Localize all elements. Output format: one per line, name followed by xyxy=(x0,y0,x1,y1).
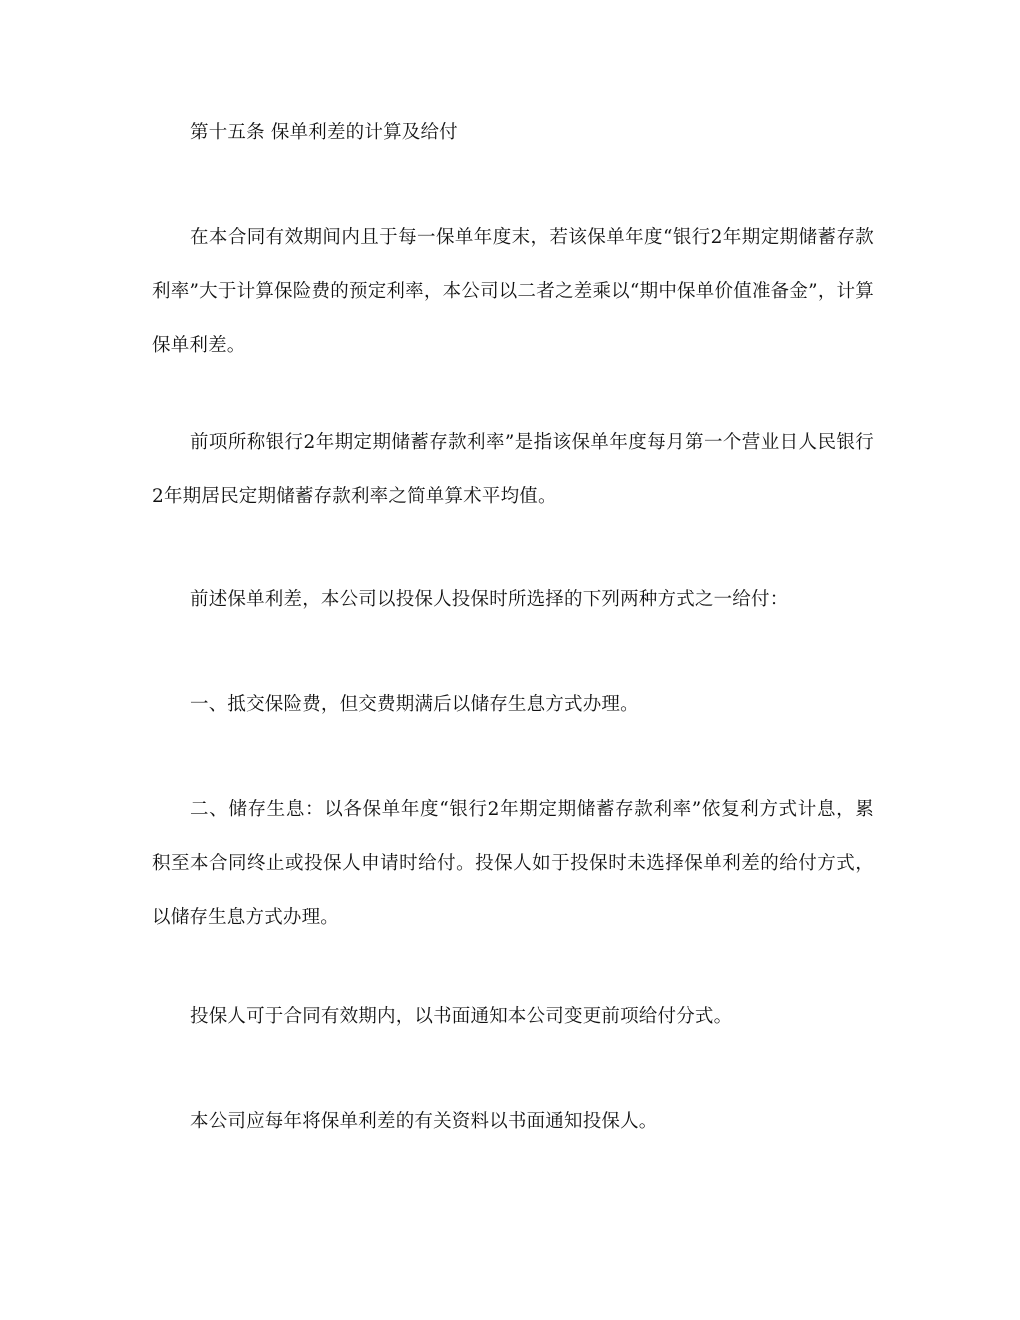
paragraph-option-two: 二、储存生息：以各保单年度“银行2年期定期储蓄存款利率”依复利方式计息，累积至本合同终止或投保人申请时给付。投保人如于投保时未选择保单利差的给付方式，以储存生息方式办理。 xyxy=(152,799,874,928)
paragraph-option-one: 一、抵交保险费，但交费期满后以储存生息方式办理。 xyxy=(190,694,639,715)
paragraph-interest-calculation: 在本合同有效期间内且于每一保单年度末，若该保单年度“银行2年期定期储蓄存款利率”大于计算保险费的预定利率，本公司以二者之差乘以“期中保单价值准备金”，计算保单利差。 xyxy=(152,227,874,356)
paragraph-payment-options: 前述保单利差，本公司以投保人投保时所选择的下列两种方式之一给付： xyxy=(190,589,789,610)
paragraph-annual-notice: 本公司应每年将保单利差的有关资料以书面通知投保人。 xyxy=(190,1111,658,1132)
paragraph-rate-definition: 前项所称银行2年期定期储蓄存款利率”是指该保单年度每月第一个营业日人民银行2年期居民定期储蓄存款利率之简单算术平均值。 xyxy=(152,432,874,507)
paragraph-change-method: 投保人可于合同有效期内，以书面通知本公司变更前项给付分式。 xyxy=(190,1006,733,1027)
article-title: 第十五条 保单利差的计算及给付 xyxy=(190,122,458,143)
